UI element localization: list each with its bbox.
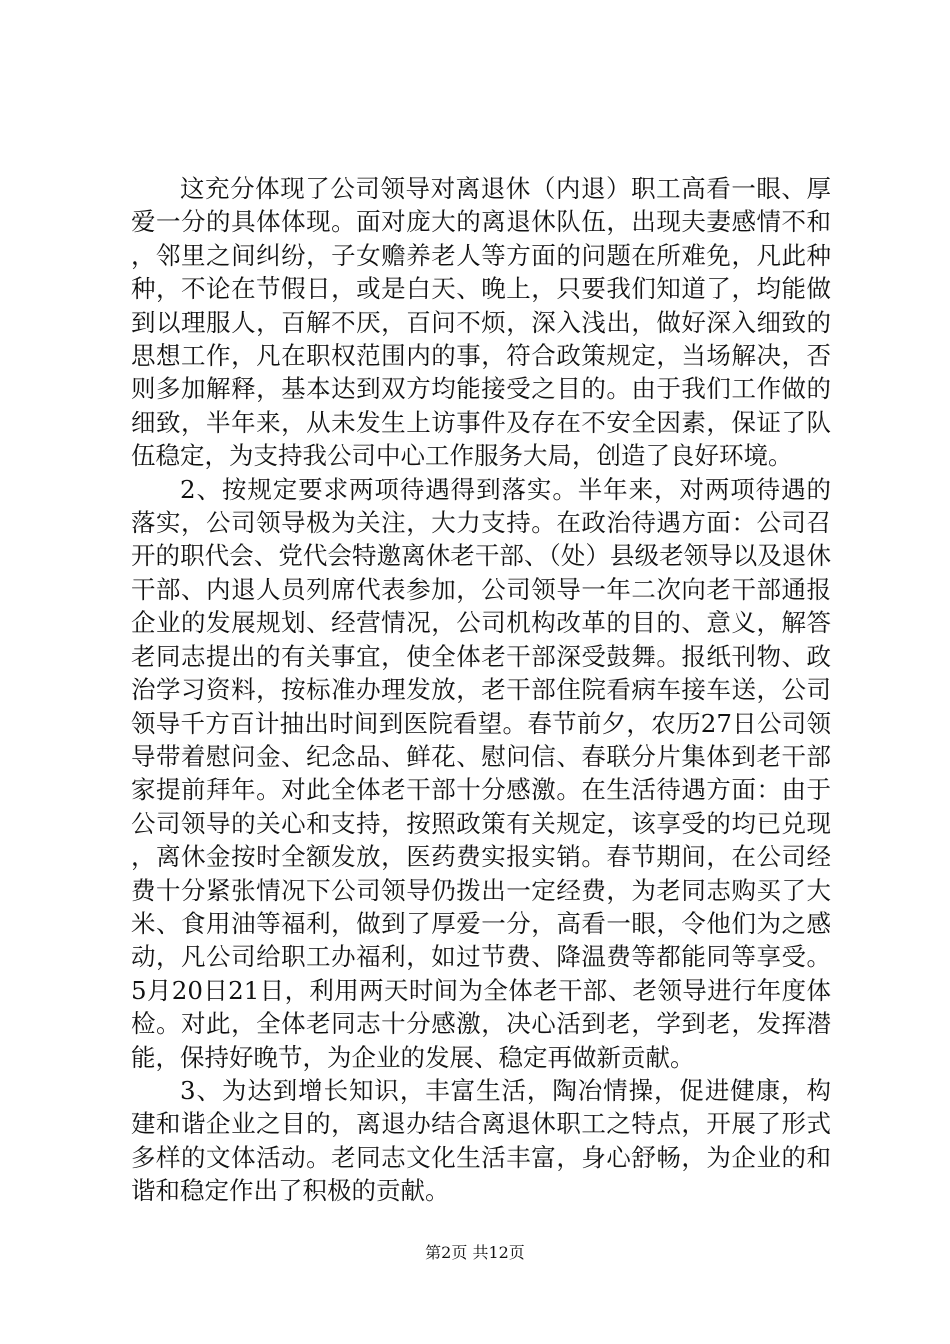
paragraph-2: 2、按规定要求两项待遇得到落实。半年来，对两项待遇的落实，公司领导极为关注，大力支持。在政治待遇方面：公司召开的职代会、党代会特邀离休老干部、（处）县级老领导以及退休干部、内退人员列席代表参加，公司领导一年二次向老干部通报企业的发展规划、经营情况，公司机构改革的目的、意义，解答老同志提出的有关事宜，使全体老干部深受鼓舞。报纸刊物、政治学习资料，按标准办理发放，老干部住院看病车接车送，公司领导千方百计抽出时间到医院看望。春节前夕，农历27日公司领导带着慰问金、纪念品、鲜花、慰问信、春联分片集体到老干部家提前拜年。对此全体老干部十分感激。在生活待遇方面：由于公司领导的关心和支持，按照政策有关规定，该享受的均已兑现，离休金按时全额发放，医药费实报实销。春节期间，在公司经费十分紧张情况下公司领导仍拨出一定经费，为老同志购买了大米、食用油等福利，做到了厚爱一分，高看一眼，令他们为之感动，凡公司给职工办福利，如过节费、降温费等都能同等享受。5月20日21日，利用两天时间为全体老干部、老领导进行年度体检。对此，全体老同志十分感激，决心活到老，学到老，发挥潜能，保持好晚节，为企业的发展、稳定再做新贡献。 — [131, 474, 831, 1072]
page-number-footer: 第2页 共12页 — [425, 1243, 525, 1262]
body-text — [131, 172, 831, 1208]
paragraph-1: 这充分体现了公司领导对离退休（内退）职工高看一眼、厚爱一分的具体体现。面对庞大的离退休队伍，出现夫妻感情不和，邻里之间纠纷，子女赡养老人等方面的问题在所难免，凡此种种，不论在节假日，或是白天、晚上，只要我们知道了，均能做到以理服人，百解不厌，百问不烦，深入浅出，做好深入细致的思想工作，凡在职权范围内的事，符合政策规定，当场解决，否则多加解释，基本达到双方均能接受之目的。由于我们工作做的细致，半年来，从未发生上访事件及存在不安全因素，保证了队伍稳定，为支持我公司中心工作服务大局，创造了良好环境。 — [131, 174, 831, 471]
paragraph-3: 3、为达到增长知识，丰富生活，陶冶情操，促进健康，构建和谐企业之目的，离退办结合离退休职工之特点，开展了形式多样的文体活动。老同志文化生活丰富，身心舒畅，为企业的和谐和稳定作出了积极的贡献。 — [131, 1075, 831, 1206]
